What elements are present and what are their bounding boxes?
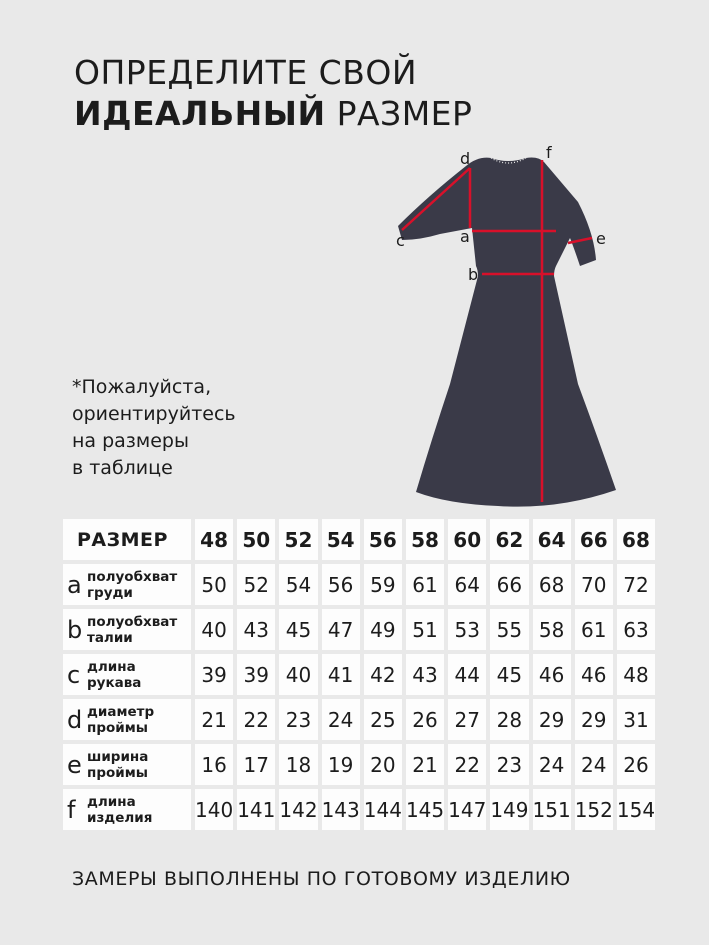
table-cell: 144 <box>364 789 402 830</box>
row-label <box>63 699 191 740</box>
table-cell: 149 <box>490 789 528 830</box>
table-cell: 29 <box>575 699 613 740</box>
size-note <box>72 374 332 482</box>
size-header: 58 <box>406 519 444 560</box>
size-header: 48 <box>195 519 233 560</box>
table-cell: 39 <box>237 654 275 695</box>
table-cell: 64 <box>448 564 486 605</box>
table-cell: 24 <box>575 744 613 785</box>
note-line-1: *Пожалуйста, <box>72 376 212 398</box>
note-line-4: в таблице <box>72 457 173 479</box>
table-cell: 23 <box>490 744 528 785</box>
table-cell: 46 <box>575 654 613 695</box>
table-cell: 21 <box>406 744 444 785</box>
table-cell: 43 <box>406 654 444 695</box>
table-cell: 51 <box>406 609 444 650</box>
table-cell: 154 <box>617 789 655 830</box>
table-cell: 68 <box>533 564 571 605</box>
dress-silhouette <box>398 158 616 507</box>
size-header: 62 <box>490 519 528 560</box>
row-label <box>63 744 191 785</box>
table-cell: 50 <box>195 564 233 605</box>
size-header: 64 <box>533 519 571 560</box>
table-cell: 48 <box>617 654 655 695</box>
table-cell: 17 <box>237 744 275 785</box>
table-cell: 52 <box>237 564 275 605</box>
table-cell: 140 <box>195 789 233 830</box>
table-cell: 19 <box>322 744 360 785</box>
table-cell: 29 <box>533 699 571 740</box>
table-cell: 59 <box>364 564 402 605</box>
row-description: длина рукава <box>87 658 142 691</box>
table-cell: 47 <box>322 609 360 650</box>
row-description: длина изделия <box>87 793 153 826</box>
footer-note: ЗАМЕРЫ ВЫПОЛНЕНЫ ПО ГОТОВОМУ ИЗДЕЛИЮ <box>72 868 571 890</box>
table-cell: 55 <box>490 609 528 650</box>
table-cell: 70 <box>575 564 613 605</box>
table-cell: 43 <box>237 609 275 650</box>
table-cell: 26 <box>617 744 655 785</box>
table-cell: 44 <box>448 654 486 695</box>
table-cell: 46 <box>533 654 571 695</box>
table-row <box>63 654 655 695</box>
table-cell: 53 <box>448 609 486 650</box>
table-cell: 39 <box>195 654 233 695</box>
table-cell: 147 <box>448 789 486 830</box>
table-cell: 16 <box>195 744 233 785</box>
label-b: b <box>468 265 479 284</box>
table-row <box>63 699 655 740</box>
label-e: e <box>596 229 606 248</box>
table-cell: 56 <box>322 564 360 605</box>
size-header: 52 <box>279 519 317 560</box>
table-cell: 24 <box>533 744 571 785</box>
dress-measurement-diagram <box>388 138 616 510</box>
table-cell: 18 <box>279 744 317 785</box>
table-cell: 152 <box>575 789 613 830</box>
row-letter: d <box>67 705 83 734</box>
table-cell: 45 <box>279 609 317 650</box>
header-label: РАЗМЕР <box>63 519 191 560</box>
table-row <box>63 789 655 830</box>
title-line-1: ОПРЕДЕЛИТЕ СВОЙ <box>74 53 418 92</box>
row-label <box>63 789 191 830</box>
table-cell: 31 <box>617 699 655 740</box>
row-label <box>63 609 191 650</box>
label-c: c <box>396 231 405 250</box>
row-letter: a <box>67 570 82 599</box>
note-line-3: на размеры <box>72 430 189 452</box>
size-header: 54 <box>322 519 360 560</box>
label-f: f <box>546 143 552 162</box>
row-letter: f <box>67 795 76 824</box>
table-cell: 58 <box>533 609 571 650</box>
table-row <box>63 609 655 650</box>
table-cell: 45 <box>490 654 528 695</box>
row-letter: b <box>67 615 83 644</box>
row-description: полуобхват груди <box>87 568 178 601</box>
table-cell: 28 <box>490 699 528 740</box>
table-cell: 49 <box>364 609 402 650</box>
table-cell: 22 <box>237 699 275 740</box>
table-cell: 143 <box>322 789 360 830</box>
table-cell: 23 <box>279 699 317 740</box>
table-cell: 145 <box>406 789 444 830</box>
table-cell: 72 <box>617 564 655 605</box>
size-header: 60 <box>448 519 486 560</box>
label-a: a <box>460 227 470 246</box>
table-cell: 24 <box>322 699 360 740</box>
table-cell: 25 <box>364 699 402 740</box>
title-bold: ИДЕАЛЬНЫЙ <box>74 94 326 133</box>
table-cell: 41 <box>322 654 360 695</box>
table-cell: 63 <box>617 609 655 650</box>
table-cell: 27 <box>448 699 486 740</box>
table-cell: 40 <box>195 609 233 650</box>
table-row <box>63 564 655 605</box>
row-label <box>63 564 191 605</box>
row-description: ширина проймы <box>87 748 149 781</box>
size-header: 68 <box>617 519 655 560</box>
table-cell: 22 <box>448 744 486 785</box>
table-cell: 61 <box>575 609 613 650</box>
size-table <box>59 515 659 834</box>
table-cell: 42 <box>364 654 402 695</box>
table-cell: 151 <box>533 789 571 830</box>
note-line-2: ориентируйтесь <box>72 403 236 425</box>
row-letter: c <box>67 660 81 689</box>
table-header-row <box>63 519 655 560</box>
title-line-2 <box>74 93 472 134</box>
table-cell: 20 <box>364 744 402 785</box>
size-header: 66 <box>575 519 613 560</box>
table-cell: 40 <box>279 654 317 695</box>
row-label <box>63 654 191 695</box>
row-description: диаметр проймы <box>87 703 155 736</box>
table-cell: 26 <box>406 699 444 740</box>
size-header: 50 <box>237 519 275 560</box>
label-d: d <box>460 149 471 168</box>
row-letter: e <box>67 750 82 779</box>
page-title <box>74 52 472 134</box>
size-header: 56 <box>364 519 402 560</box>
table-cell: 141 <box>237 789 275 830</box>
table-cell: 21 <box>195 699 233 740</box>
table-cell: 66 <box>490 564 528 605</box>
table-cell: 61 <box>406 564 444 605</box>
title-rest: РАЗМЕР <box>325 94 473 133</box>
row-description: полуобхват талии <box>87 613 178 646</box>
table-row <box>63 744 655 785</box>
table-cell: 54 <box>279 564 317 605</box>
table-cell: 142 <box>279 789 317 830</box>
